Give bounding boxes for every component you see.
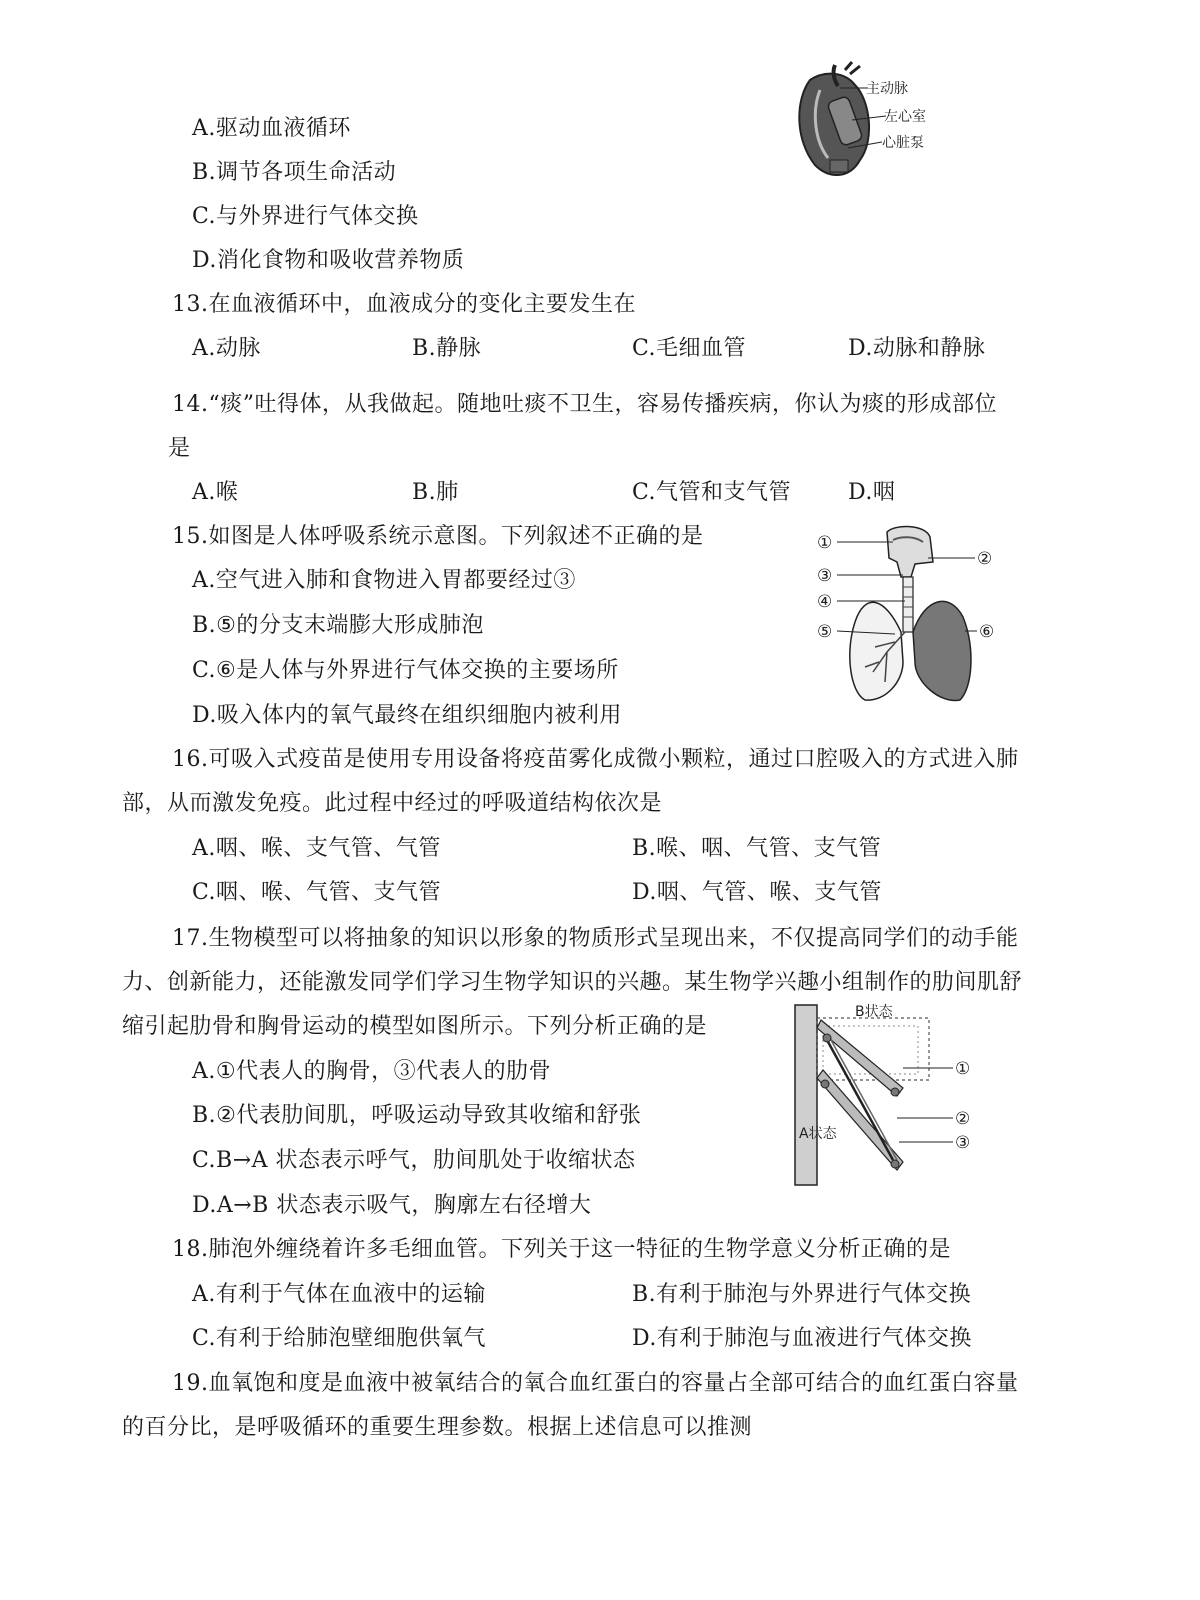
q17-option-a: A.①代表人的胸骨，③代表人的肋骨	[192, 1059, 552, 1084]
q14-option-b: B.肺	[412, 480, 459, 505]
q12-option-d: D.消化食物和吸收营养物质	[192, 248, 465, 273]
q18-stem: 18.肺泡外缠绕着许多毛细血管。下列关于这一特征的生物学意义分析正确的是	[172, 1237, 951, 1262]
q17-option-c: C.B→A 状态表示呼气，肋间肌处于收缩状态	[192, 1148, 636, 1173]
label-heart-pump: 心脏泵	[882, 135, 924, 151]
label-a-state: A状态	[799, 1126, 837, 1142]
label-3: ③	[817, 566, 833, 586]
q12-option-a: A.驱动血液循环	[192, 116, 351, 141]
q17-stem-line2: 力、创新能力，还能激发同学们学习生物学知识的兴趣。某生物学兴趣小组制作的肋间肌舒	[122, 970, 1023, 995]
q18-option-c: C.有利于给肺泡壁细胞供氧气	[192, 1326, 487, 1351]
q13-option-c: C.毛细血管	[632, 336, 747, 361]
label-2: ②	[977, 549, 993, 569]
q13-option-a: A.动脉	[192, 336, 261, 361]
q15-stem: 15.如图是人体呼吸系统示意图。下列叙述不正确的是	[172, 524, 704, 549]
q16-stem-line1: 16.可吸入式疫苗是使用专用设备将疫苗雾化成微小颗粒，通过口腔吸入的方式进入肺	[172, 747, 1019, 772]
q17-option-d: D.A→B 状态表示吸气，胸廓左右径增大	[192, 1193, 592, 1218]
heart-pump-figure	[790, 60, 950, 185]
label-2: ②	[955, 1109, 971, 1129]
label-3: ③	[955, 1133, 971, 1153]
q15-option-a: A.空气进入肺和食物进入胃都要经过③	[192, 568, 576, 593]
label-5: ⑤	[817, 622, 833, 642]
q15-option-c: C.⑥是人体与外界进行气体交换的主要场所	[192, 658, 619, 683]
q17-option-b: B.②代表肋间肌，呼吸运动导致其收缩和舒张	[192, 1103, 642, 1128]
rib-model-figure	[785, 1000, 985, 1190]
q16-option-a: A.咽、喉、支气管、气管	[192, 836, 441, 861]
q12-option-b: B.调节各项生命活动	[192, 160, 397, 185]
q17-stem-line3: 缩引起肋骨和胸骨运动的模型如图所示。下列分析正确的是	[122, 1014, 708, 1039]
q14-option-c: C.气管和支气管	[632, 480, 792, 505]
label-4: ④	[817, 592, 833, 612]
q13-stem: 13.在血液循环中，血液成分的变化主要发生在	[172, 292, 636, 317]
q12-option-c: C.与外界进行气体交换	[192, 204, 419, 229]
q19-stem-line1: 19.血氧饱和度是血液中被氧结合的氧合血红蛋白的容量占全部可结合的血红蛋白容量	[172, 1371, 1019, 1396]
q15-option-d: D.吸入体内的氧气最终在组织细胞内被利用	[192, 703, 622, 728]
q16-option-d: D.咽、气管、喉、支气管	[632, 880, 882, 905]
q16-option-c: C.咽、喉、气管、支气管	[192, 880, 442, 905]
q14-stem-line2: 是	[168, 436, 191, 461]
q19-stem-line2: 的百分比，是呼吸循环的重要生理参数。根据上述信息可以推测	[122, 1415, 753, 1440]
label-6: ⑥	[979, 622, 995, 642]
q18-option-a: A.有利于气体在血液中的运输	[192, 1282, 486, 1307]
q15-option-b: B.⑤的分支末端膨大形成肺泡	[192, 613, 484, 638]
label-1: ①	[955, 1059, 971, 1079]
q14-option-d: D.咽	[848, 480, 896, 505]
label-aorta: 主动脉	[866, 81, 908, 97]
q13-option-b: B.静脉	[412, 336, 482, 361]
label-left-ventricle: 左心室	[884, 109, 926, 125]
label-1: ①	[817, 533, 833, 553]
q14-option-a: A.喉	[192, 480, 239, 505]
q14-stem-line1: 14.“痰”吐得体，从我做起。随地吐痰不卫生，容易传播疾病，你认为痰的形成部位	[172, 392, 997, 417]
respiratory-system-figure	[815, 522, 1015, 707]
q13-option-d: D.动脉和静脉	[848, 336, 986, 361]
q18-option-d: D.有利于肺泡与血液进行气体交换	[632, 1326, 972, 1351]
q17-stem-line1: 17.生物模型可以将抽象的知识以形象的物质形式呈现出来，不仅提高同学们的动手能	[172, 926, 1019, 951]
label-b-state: B状态	[855, 1004, 893, 1020]
q16-option-b: B.喉、咽、气管、支气管	[632, 836, 882, 861]
q16-stem-line2: 部，从而激发免疫。此过程中经过的呼吸道结构依次是	[122, 791, 663, 816]
q18-option-b: B.有利于肺泡与外界进行气体交换	[632, 1282, 972, 1307]
